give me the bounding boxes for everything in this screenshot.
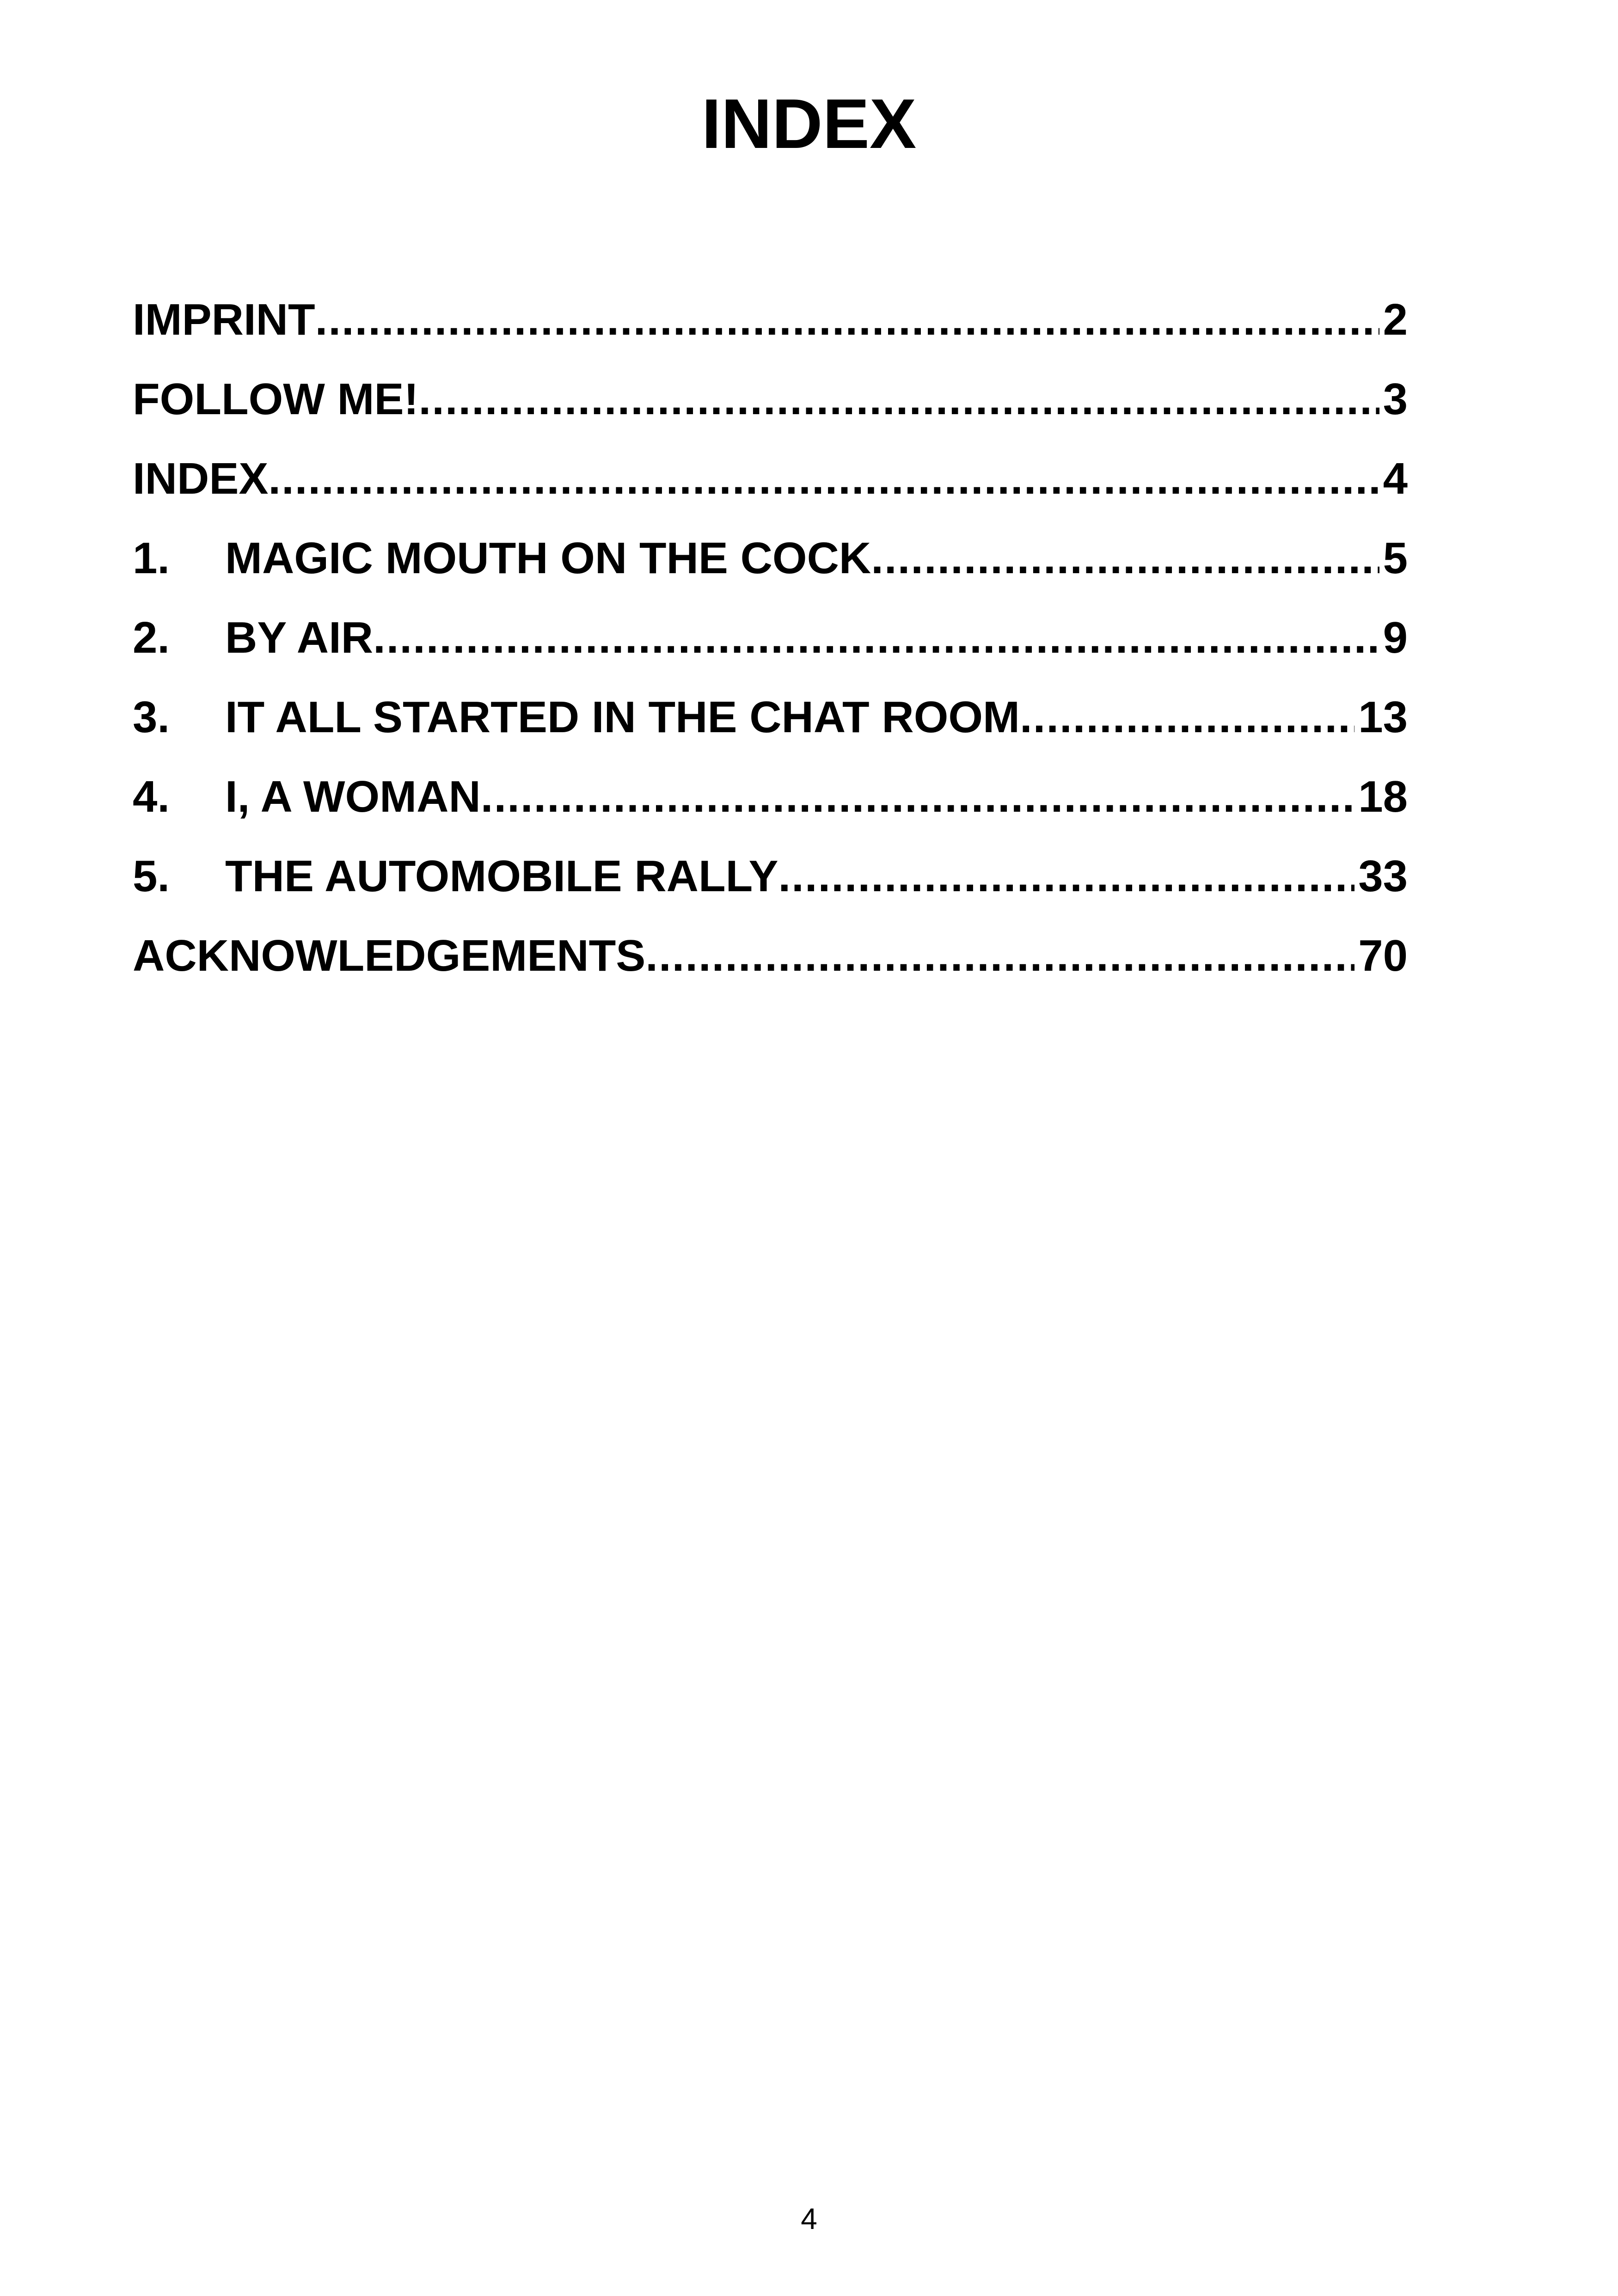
- dot-leader: [315, 288, 1379, 352]
- toc-entry-page: 4: [1383, 454, 1408, 503]
- toc-entry-title: INDEX: [133, 454, 269, 503]
- page-number: 4: [801, 2202, 817, 2235]
- toc-entry-page: 2: [1383, 295, 1408, 344]
- toc-entry-title: I, A WOMAN: [225, 772, 481, 821]
- dot-leader: [481, 765, 1354, 829]
- toc-entry-page: 9: [1383, 613, 1408, 662]
- toc-entry-page: 70: [1358, 931, 1408, 980]
- toc-entry-page: 3: [1383, 374, 1408, 424]
- dot-leader: [268, 447, 1379, 511]
- toc-entry-number: 1.: [133, 533, 170, 583]
- toc-entry-title: BY AIR: [225, 613, 374, 662]
- dot-leader: [645, 924, 1354, 988]
- toc-entry-title: THE AUTOMOBILE RALLY: [225, 851, 778, 901]
- toc-entry-page: 18: [1358, 772, 1408, 821]
- toc-entry-page: 5: [1383, 533, 1408, 583]
- toc-entry-number: 4.: [133, 772, 170, 821]
- toc-entry-number: 2.: [133, 613, 170, 662]
- toc-entry-chapter-5[interactable]: [133, 844, 1408, 924]
- dot-leader: [1020, 685, 1354, 750]
- toc-entry-title: FOLLOW ME!: [133, 374, 419, 424]
- table-of-contents: [133, 288, 1408, 1003]
- toc-entry-title: MAGIC MOUTH ON THE COCK: [225, 533, 871, 583]
- toc-entry-page: 33: [1358, 851, 1408, 901]
- page-title: INDEX: [701, 85, 917, 163]
- toc-entry-title: IMPRINT: [133, 295, 315, 344]
- dot-leader: [373, 606, 1379, 670]
- toc-entry-number: 5.: [133, 851, 170, 901]
- dot-leader: [778, 844, 1354, 909]
- toc-entry-follow-me[interactable]: [133, 367, 1408, 447]
- toc-entry-page: 13: [1358, 692, 1408, 742]
- toc-entry-imprint[interactable]: [133, 288, 1408, 367]
- dot-leader: [419, 367, 1379, 432]
- toc-entry-index[interactable]: [133, 447, 1408, 526]
- toc-entry-acknowledgements[interactable]: [133, 924, 1408, 1003]
- toc-entry-chapter-3[interactable]: [133, 685, 1408, 765]
- dot-leader: [871, 526, 1379, 591]
- toc-entry-number: 3.: [133, 692, 170, 742]
- toc-entry-chapter-1[interactable]: [133, 526, 1408, 606]
- toc-entry-title: ACKNOWLEDGEMENTS: [133, 931, 646, 980]
- toc-entry-chapter-4[interactable]: [133, 765, 1408, 844]
- toc-entry-title: IT ALL STARTED IN THE CHAT ROOM: [225, 692, 1020, 742]
- toc-entry-chapter-2[interactable]: [133, 606, 1408, 685]
